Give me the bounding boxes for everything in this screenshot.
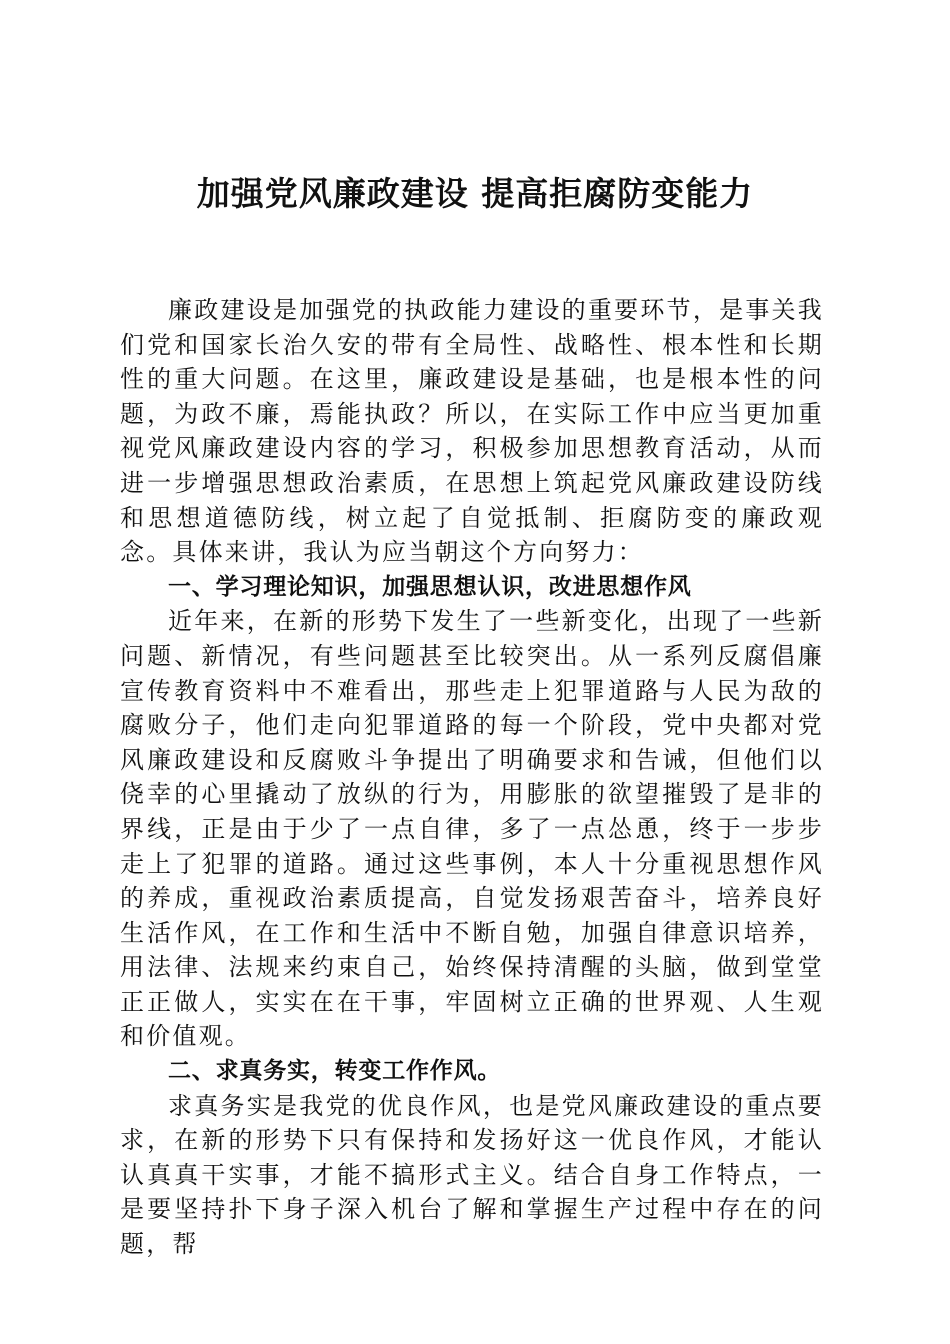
document-body <box>120 293 824 1262</box>
section-2-heading: 二、求真务实，转变工作作风。 <box>168 1058 502 1085</box>
section-1-heading: 一、学习理论知识，加强思想认识，改进思想作风 <box>168 573 692 600</box>
document-title: 加强党风廉政建设 提高拒腐防变能力 <box>196 174 754 213</box>
intro-paragraph: 廉政建设是加强党的执政能力建设的重要环节，是事关我们党和国家长治久安的带有全局性、战略性、根本性和长期性的重大问题。在这里，廉政建设是基础，也是根本性的问题，为政不廉，焉能执政？所以，在实际工作中应当更加重视党风廉政建设内容的学习，积极参加思想教育活动，从而进一步增强思想政治素质，在思想上筑起党风廉政建设防线和思想道德防线，树立起了自觉抵制、拒腐防变的廉政观念。具体来讲，我认为应当朝这个方向努力： <box>120 296 824 567</box>
section-2-paragraph: 求真务实是我党的优良作风，也是党风廉政建设的重点要求，在新的形势下只有保持和发扬好这一优良作风，才能认认真真干实事，才能不搞形式主义。结合自身工作特点，一是要坚持扑下身子深入机台了解和掌握生产过程中存在的问题，帮 <box>120 1091 824 1259</box>
section-1-paragraph: 近年来，在新的形势下发生了一些新变化，出现了一些新问题、新情况，有些问题甚至比较突出。从一系列反腐倡廉宣传教育资料中不难看出，那些走上犯罪道路与人民为敌的腐败分子，他们走向犯罪道路的每一个阶段，党中央都对党风廉政建设和反腐败斗争提出了明确要求和告诫，但他们以侥幸的心里撬动了放纵的行为，用膨胀的欲望摧毁了是非的界线，正是由于少了一点自律，多了一点怂恿，终于一步步走上了犯罪的道路。通过这些事例，本人十分重视思想作风的养成，重视政治素质提高，自觉发扬艰苦奋斗，培养良好生活作风，在工作和生活中不断自勉，加强自律意识培养，用法律、法规来约束自己，始终保持清醒的头脑，做到堂堂正正做人，实实在在干事，牢固树立正确的世界观、人生观和价值观。 <box>120 607 824 1051</box>
